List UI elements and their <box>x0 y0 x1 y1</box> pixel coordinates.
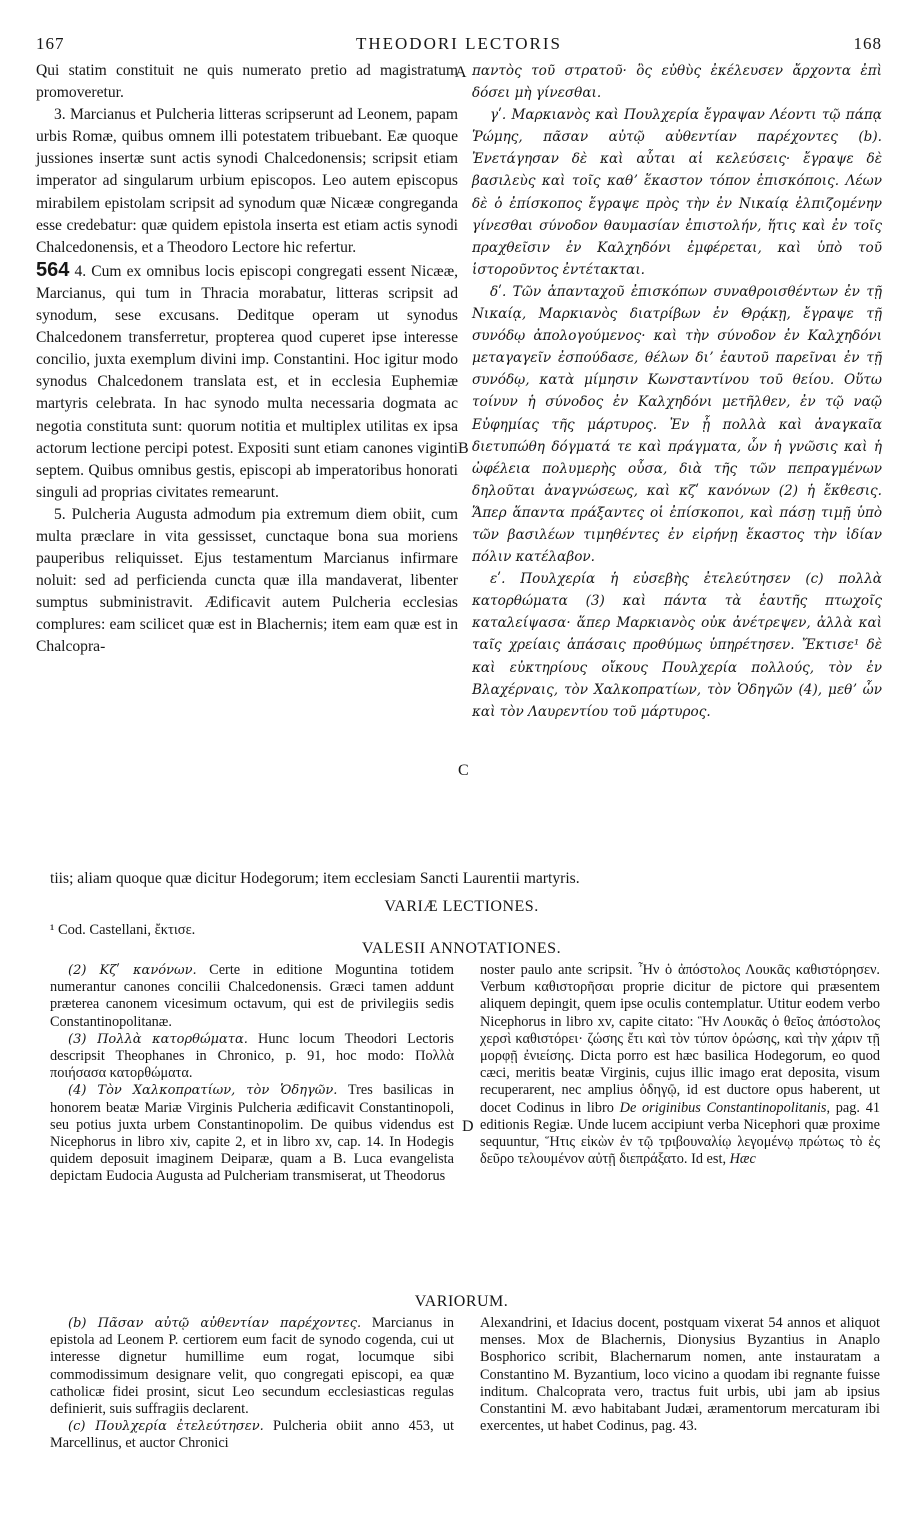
left-page-number: 167 <box>36 34 65 53</box>
variorum-heading: VARIORUM. <box>414 1293 509 1310</box>
note-c-text: Pulcheria obiit anno 453, ut Marcellinus, et auctor Chronici <box>50 1418 454 1452</box>
valesii-heading: VALESII ANNOTATIONES. <box>361 940 562 957</box>
latin-column <box>36 60 458 659</box>
greek-paragraph-3: γʹ. Μαρκιανὸς καὶ Πουλχερία ἔγραψαν Λέοντι τῷ πάπᾳ Ῥώμης, πᾶσαν αὐτῷ αὐθεντίαν παρέχοντες (b). Ἐνετάγησαν δὲ καὶ αὗται αἱ κελεύσεις· ἔγραψε δὲ βασιλεὺς καὶ τοῖς καθʼ ἕκαστον τόπον ἐπισκόποις. Λέων δὲ ὁ ἐπίσκοπος ἔγραψε πρὸς τὴν ἐν Νικαίᾳ ἐλπιζομένην γίνεσθαι σύνοδον θαυμασίαν ἐπιστολήν, ἥτις καὶ ἐν τοῖς πραχθεῖσιν ἐν Καλχηδόνι ἐμφέρεται, καὶ ὑπὸ τοῦ ἱστοροῦντος ἐντέτακται. <box>472 107 882 278</box>
valesii-right-column <box>480 962 880 1168</box>
note-2-lemma: (2) Κζʹ κανόνων. <box>68 963 197 978</box>
note-b-text: Marcianus in epistola ad Leonem P. certiorem eum facit de synodo cogenda, cui ut interesse dignetur humillime eum rogat, locumque sibi commodissimum designare velit, quo congregati episcopi, ea quæ catholicæ fidei prosint, sicut Leo secundum ecclesiasticas regulas definierit, suis suffragiis declarent. <box>50 1315 454 1418</box>
greek-paragraph-4: δʹ. Τῶν ἁπανταχοῦ ἐπισκόπων συναθροισθέντων ἐν τῇ Νικαίᾳ, Μαρκιανὸς διατρίβων ἐν Θρᾴκῃ, ἔγραψε τῇ συνόδῳ ἀπολογούμενος· καὶ τὴν σύνοδον ἐν Καλχηδόνι μεταγαγεῖν ἐσπούδασε, θέλων διʼ ἑαυτοῦ παρεῖναι ἐν τῇ συνόδῳ, κατὰ μίμησιν Κωνσταντίνου τοῦ θείου. Οὕτω τοίνυν ἡ σύνοδος ἐν Καλχηδόνι μετῆλθεν, ἐν τῷ ναῷ Εὐφημίας τῆς μάρτυρος. Ἐν ᾗ πολλὰ καὶ ἀναγκαῖα διετυπώθη δόγματά τε καὶ πράγματα, ὧν ἡ γνῶσις καὶ ἡ ὠφέλεια πολυμερὴς οὖσα, διὰ τῆς τῶν πεπραγμένων δηλοῦται ἀναγνώσεως, καὶ κζʹ κανόνων (2) ἡ ἔκθεσις. Ἅπερ ἅπαντα πράξαντες οἱ ἐπίσκοποι, καὶ πάσῃ τιμῇ ὑπὸ τῶν βασιλέων τιμηθέντες ἐν εἰρήνῃ ἕκαστος τὴν ἰδίαν πόλιν κατέλαβον. <box>472 283 882 566</box>
note-b-lemma: (b) Πᾶσαν αὐτῷ αὐθεντίαν παρέχοντες. <box>68 1316 362 1331</box>
latin-paragraph-3: 3. Marcianus et Pulcheria litteras scripserunt ad Leonem, papam urbis Romæ, quibus omnem illi potestatem tribuebant. Eæ quoque jussiones insertæ sunt actis synodi Chalcedonensis; scripsit etiam imperator ad singularum urbium episcopos. Leo autem episcopus mirabilem epistolam scripsit ad synodum quæ Nicææ congreganda esse credebatur: quæ quidem epistola inserta est etiam actis synodi Chalcedonensis, et a Theodoro Lectore hic refertur. <box>36 106 458 256</box>
note-c-continued: Alexandrini, et Idacius docent, postquam vixerat 54 annos et aliquot menses. Mox de Blachernis, Dionysius Byzantius in Anaplo Bosphorico scribit, Blachernarum nomen, ante instauratam a Constantino M. Byzantium, loco vicino a quodam ibi regnante fuisse inditum. Chalcoprata vero, tractus fuit urbis, ubi jam ab ipsius Constantini M. ævo habitabant Judæi, æramentorum mercaturam ibi exercentes, ut habet Codinus, pag. 43. <box>480 1315 880 1435</box>
note-4-text: Tres basilicas in honorem beatæ Mariæ Virginis Pulcheria ædificavit Constantinopoli, seu potius juxta urbem Constantinopolim. De quibus videndus est Nicephorus in libro xiv, capite 2, et in libro xv, cap. 14. In Hodegis quidem deposuit imaginem Deiparæ, quam a B. Luca evangelista depictam Eudocia Augusta ad Pulcheriam transmiserat, ut Theodorus <box>50 1082 454 1185</box>
variae-heading: VARIÆ LECTIONES. <box>384 898 539 915</box>
variae-note: ¹ Cod. Castellani, ἔκτισε. <box>50 922 196 938</box>
codinus-book-title: De originibus Constantinopolitanis <box>619 1099 827 1116</box>
section-marker-c: C <box>458 762 469 779</box>
running-title: THEODORI LECTORIS <box>355 34 563 53</box>
greek-paragraph-5: εʹ. Πουλχερία ἡ εὐσεβὴς ἐτελεύτησεν (c) πολλὰ κατορθώματα (3) καὶ πάντα τὰ ἑαυτῆς πτωχοῖς καταλείψασα· ἅπερ Μαρκιανὸς οὐκ ἀνέτρεψεν, ἀλλὰ καὶ ταῖς χρείαις ἁπάσαις προθύμως ὑπηρέτησεν. Ἔκτισε¹ δὲ καὶ εὐκτηρίους οἴκους Πουλχερία πολλούς, τὸν ἐν Βλαχέρναις, τὸν Χαλκοπρατίων, τὸν Ὁδηγῶν (4), μεθʼ ὧν καὶ τὸν Λαυρεντίου τοῦ μάρτυρος. <box>472 571 882 720</box>
latin-paragraph-5: 5. Pulcheria Augusta admodum pia extremum diem obiit, cum multa præclare in vita gessisset, cunctaque bona sua moriens pauperibus reliquisset. Ejus testamentum Marcianus infirmare noluit: sed ad perficienda cuncta quæ illa mandaverat, libenter sumptus subministravit. Ædificavit autem Pulcheria ecclesias complures: eam scilicet quæ est in Blachernis; item eam quæ est in Chalcopra- <box>36 505 458 656</box>
latin-full-width-line: tiis; aliam quoque quæ dicitur Hodegorum; item ecclesiam Sancti Laurentii martyris. <box>50 870 580 887</box>
valesii-left-column <box>50 962 454 1186</box>
note-3-text: Hunc locum Theodori Lectoris descripsit Theophanes in Chronico, p. 91, hoc modo: Πολλὰ ποιήσασα κατορθώματα. <box>50 1030 454 1082</box>
latin-paragraph-0: Qui statim constituit ne quis numerato pretio ad magistratum promoveretur. <box>36 62 458 102</box>
note-4-lemma: (4) Τὸν Χαλκοπρατίων, τὸν Ὁδηγῶν. <box>68 1083 338 1099</box>
note-c-lemma: (c) Πουλχερία ἐτελεύτησεν. <box>68 1419 264 1435</box>
latin-paragraph-4-wrap <box>36 259 458 504</box>
variorum-right-column <box>480 1315 880 1435</box>
note-4-continued-2: , pag. 41 editionis Regiæ. Unde lucem accipiunt verba Nicephori quæ proxime sequuntur, Ἥτις εἰκὼν ἐν τῷ τριβουναλίῳ λεγομένῳ πρώτως τὸ ἐς δεῦρο τελουμένον αὐτῇ διεπράξατο. Id est, <box>480 1099 880 1168</box>
note-2-text: Certe in editione Moguntina totidem numerantur canones concilii Chalcedonensis. Græci tamen addunt præterea canonem vicesimum octavum, qui est de privilegiis sedis Constantinopolitanæ. <box>50 962 454 1030</box>
section-marker-a: A <box>455 64 467 81</box>
note-4-final-word: Hæc <box>729 1151 756 1168</box>
note-4-continued: noster paulo ante scripsit. Ἦν ὁ ἀπόστολος Λουκᾶς καθιστόρησεν. Verbum καθιστορῆσαι proprie dicitur de pictore qui præsentem aliquem depingit, quem ipse oculis contemplatur. Utitur eodem verbo Nicephorus in libro xv, capite citato: Ἣν Λουκᾶς ὁ θεῖος ἀπόστολος χερσὶ καθιστόρει· ζώσης ἔτι καὶ τὸν τύπον ὁρώσης, καὶ τὴν χάριν τῇ μορφῇ ἐνιείσης. Dicta porro est hæc basilica Hodegorum, eo quod cæci, meritis beatæ Virginis, cujus illic imago erat deposita, visum recuperarent, nec amplius ὁδηγῷ, id est ductore opus haberent, ut docet Codinus in libro <box>480 962 880 1116</box>
greek-paragraph-0: παντὸς τοῦ στρατοῦ· ὃς εὐθὺς ἐκέλευσεν ἄρχοντα ἐπὶ δόσει μὴ γίνεσθαι. <box>472 63 882 102</box>
variorum-left-column <box>50 1315 454 1453</box>
running-header <box>36 34 882 58</box>
section-marker-d: D <box>462 1118 474 1135</box>
margin-number: 564 <box>36 258 70 281</box>
latin-paragraph-4: 4. Cum ex omnibus locis episcopi congregati essent Nicææ, Marcianus, qui tum in Thracia morabatur, litteras scripsit ad synodum, sese excusans. Deditque operam ut synodus Chalcedonem transferretur, propterea quod cuperet ipse interesse concilio, juxta exemplum divini imp. Constantini. Hoc igitur modo synodus Chalcedonem translata est, et in ecclesia Euphemiæ martyris celebrata. In hac synodo multa necessaria dogmata ac negotia constituta sunt: quorum notitia et multiplex utilitas ex ipsa actorum lectione percipi potest. Expositi sunt etiam canones viginti septem. Quibus omnibus gestis, episcopi ab imperatoribus honorati singuli ad proprias civitates remearunt. <box>36 262 458 501</box>
note-3-lemma: (3) Πολλὰ κατορθώματα. <box>68 1031 248 1047</box>
section-marker-b: B <box>458 440 469 457</box>
right-page-number: 168 <box>853 34 882 53</box>
greek-column <box>472 60 882 723</box>
